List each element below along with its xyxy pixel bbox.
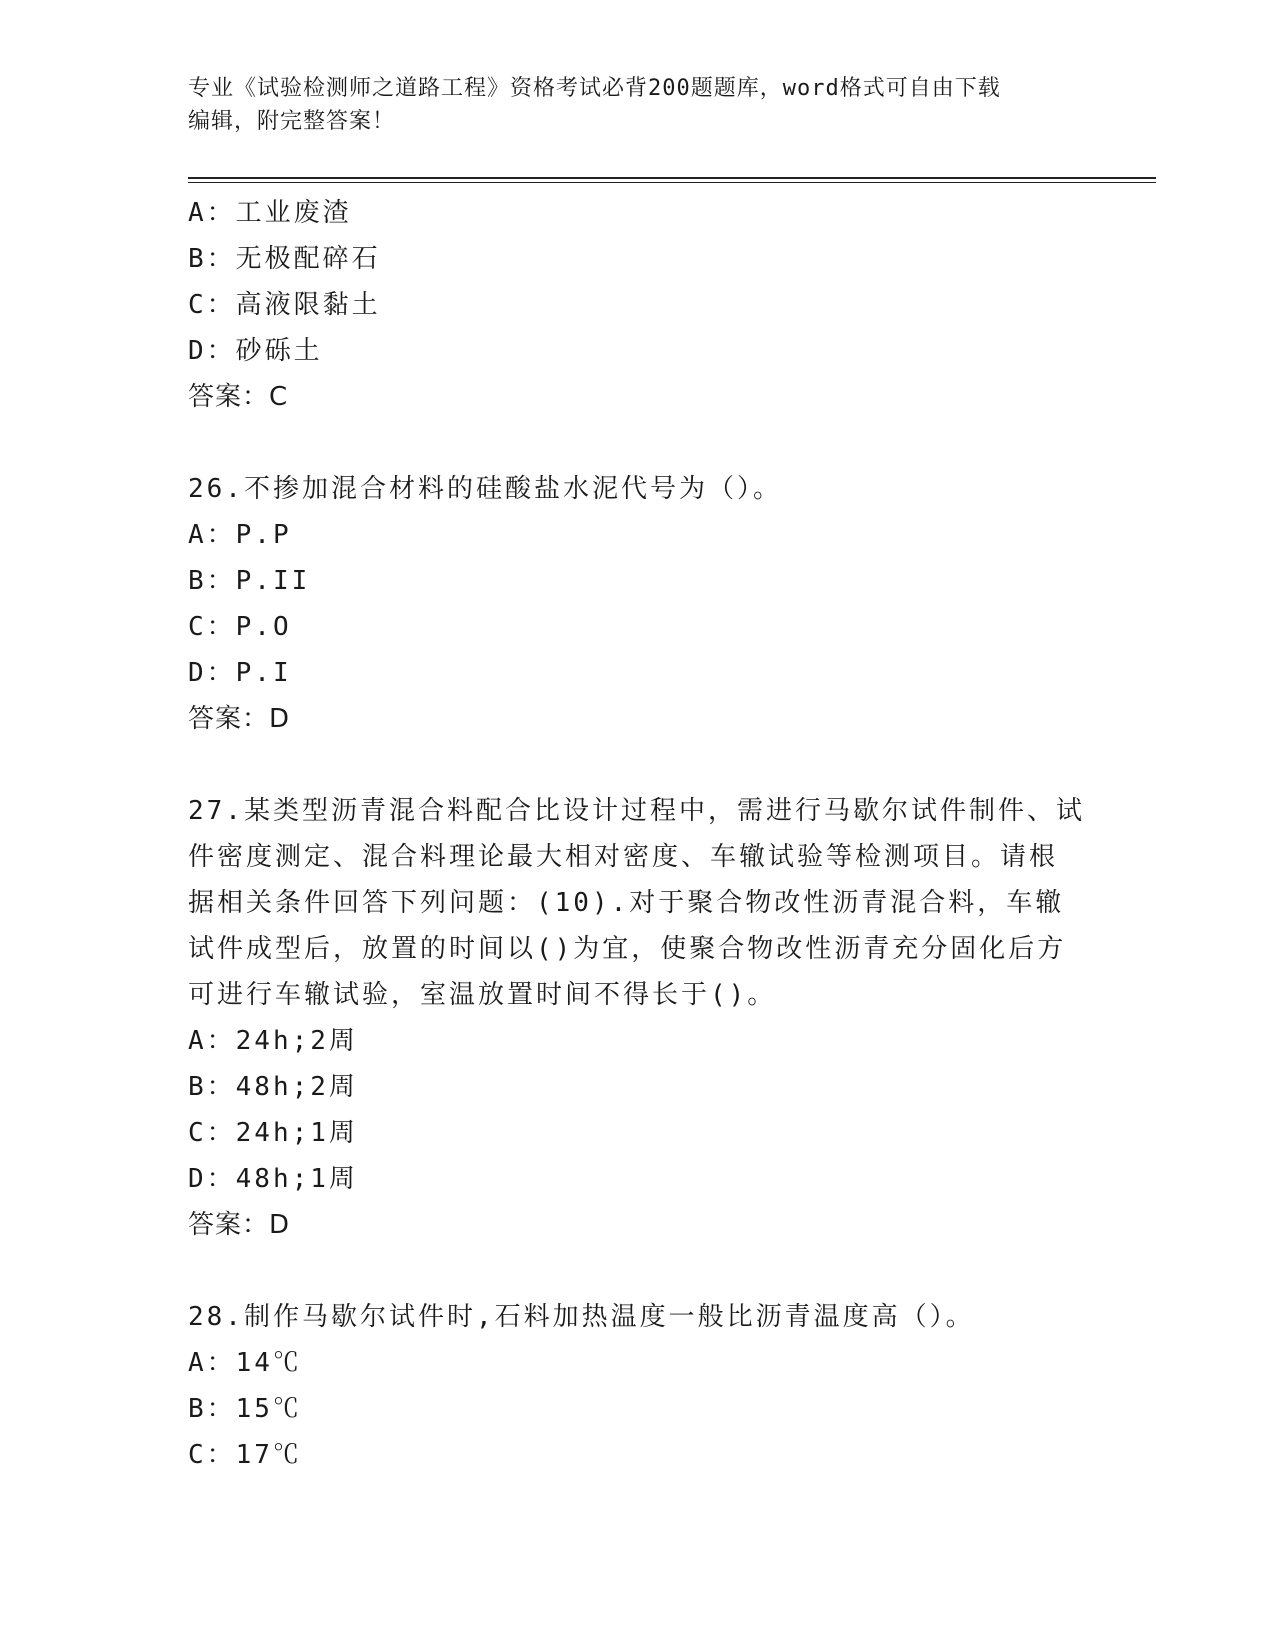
spacer [188,420,1088,466]
option-c: C：24h;1周 [188,1118,358,1148]
option-a: A：工业废渣 [188,198,352,228]
header-rule-thick [188,177,1156,179]
option-b: B：15℃ [188,1394,302,1424]
question-text-line-5: 可进行车辙试验，室温放置时间不得长于()。 [188,980,777,1010]
option-a: A：P.P [188,520,292,550]
answer-line: 答案：D [188,704,291,734]
question-27 [188,788,1088,1248]
spacer [188,1248,1088,1294]
option-c: C：P.O [188,612,292,642]
question-25 [188,190,1088,420]
question-text-line-4: 试件成型后，放置的时间以()为宜，使聚合物改性沥青充分固化后方 [188,934,1067,964]
question-text-line-2: 件密度测定、混合料理论最大相对密度、车辙试验等检测项目。请根 [188,842,1059,872]
option-b: B：48h;2周 [188,1072,358,1102]
header-line-2: 编辑，附完整答案！ [188,109,396,134]
option-c: C：高液限黏土 [188,290,381,320]
question-list [188,190,1088,1478]
answer-line: 答案：C [188,382,289,412]
question-text-line-3: 据相关条件回答下列问题：(10).对于聚合物改性沥青混合料，车辙 [188,888,1065,918]
question-text: 26.不掺加混合材料的硅酸盐水泥代号为（）。 [188,474,782,504]
option-a: A：24h;2周 [188,1026,358,1056]
option-a: A：14℃ [188,1348,302,1378]
option-d: D：P.I [188,658,292,688]
spacer [188,742,1088,788]
option-b: B：P.II [188,566,311,596]
option-c: C：17℃ [188,1440,302,1470]
question-text-line-1: 27.某类型沥青混合料配合比设计过程中，需进行马歇尔试件制件、试 [188,796,1085,826]
header-line-1: 专业《试验检测师之道路工程》资格考试必背200题题库，word格式可自由下载 [188,76,1001,101]
question-28 [188,1294,1088,1478]
option-d: D：48h;1周 [188,1164,358,1194]
option-d: D：砂砾土 [188,336,323,366]
question-text: 28.制作马歇尔试件时,石料加热温度一般比沥青温度高（）。 [188,1302,975,1332]
question-26 [188,466,1088,742]
document-header [188,72,1088,138]
answer-line: 答案：D [188,1210,291,1240]
header-rule-thin [188,182,1156,183]
option-b: B：无极配碎石 [188,244,381,274]
